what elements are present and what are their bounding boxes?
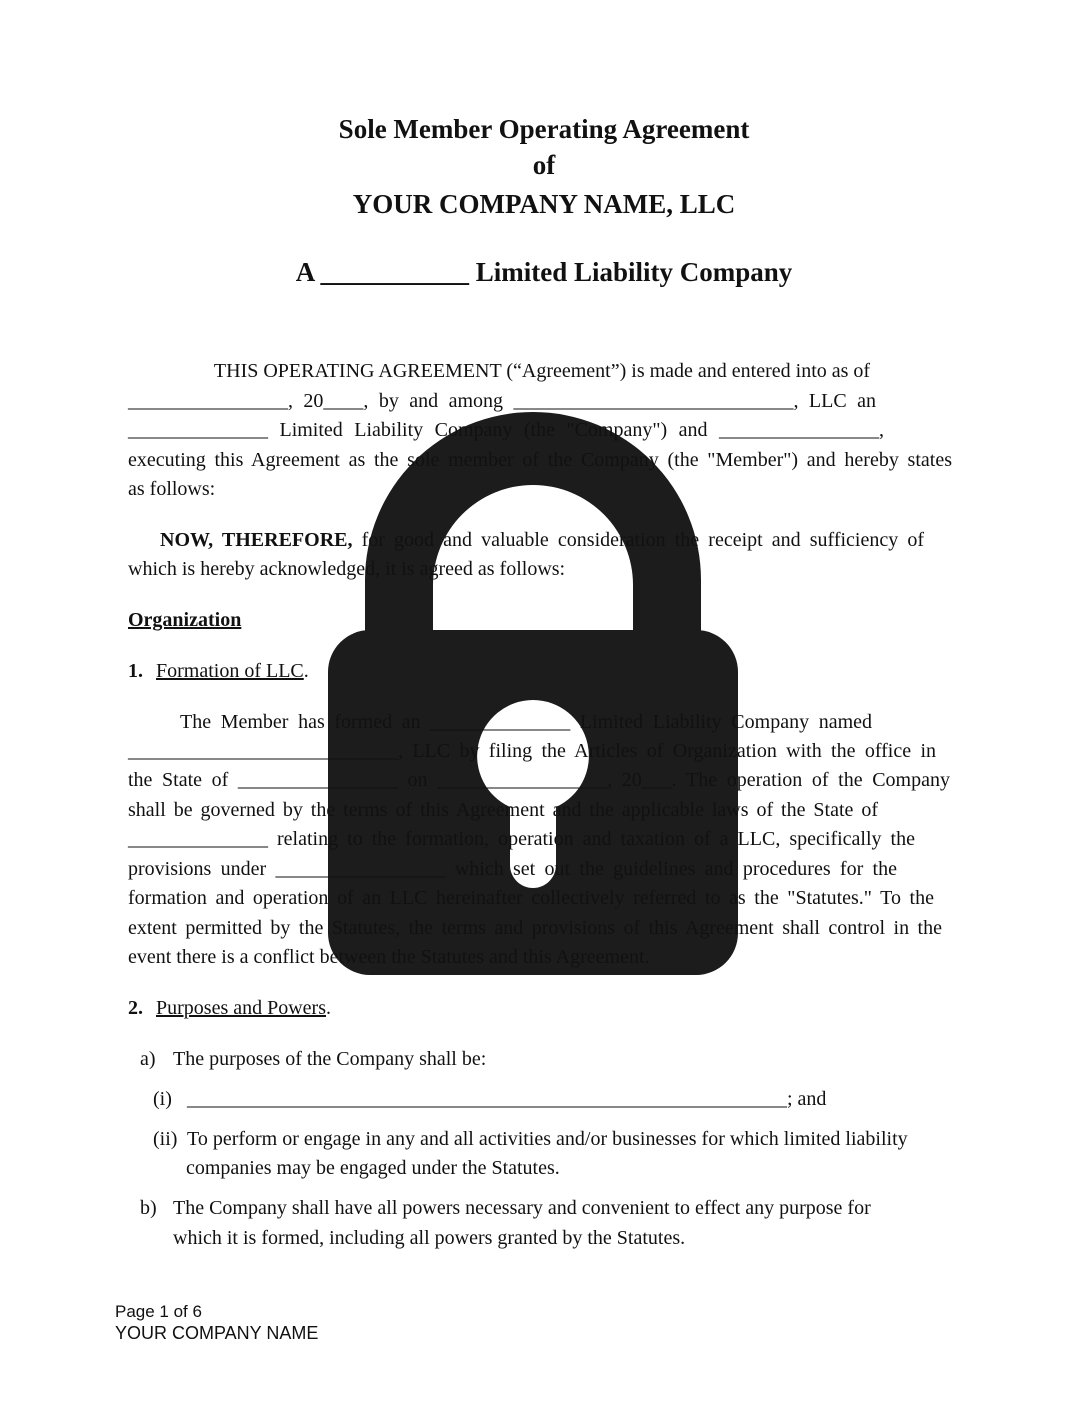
title-line-1: Sole Member Operating Agreement [338, 114, 750, 144]
formation-line: shall be governed by the terms of this Agreement and the applicable laws of the State of [128, 799, 878, 821]
item-2-heading [128, 996, 952, 1020]
list-label: b) [140, 1197, 157, 1219]
list-text: The purposes of the Company shall be: [173, 1048, 487, 1070]
item-number: 2. [128, 997, 143, 1019]
item-number: 1. [128, 660, 143, 682]
list-label: a) [140, 1048, 156, 1070]
item-punct: . [303, 660, 309, 682]
item-title: Formation of LLC [156, 660, 304, 682]
list-text: To perform or engage in any and all activities and/or businesses for which limited liability [187, 1128, 908, 1150]
footer-company-name: YOUR COMPANY NAME [115, 1323, 319, 1343]
title-line-2: of [532, 150, 556, 180]
page-number: Page 1 of 6 [115, 1302, 202, 1321]
list-text: ____________________________________________________________; and [187, 1088, 827, 1110]
intro-line: executing this Agreement as the sole member of the Company (the "Member") and hereby states [128, 449, 952, 471]
now-therefore-text: for good and valuable consideration the receipt and sufficiency of [352, 529, 924, 551]
item-1-heading [128, 659, 952, 683]
item-title: Purposes and Powers [156, 997, 326, 1019]
list-text: The Company shall have all powers necessary and convenient to effect any purpose for [173, 1197, 871, 1219]
formation-line: provisions under _________________ which set out the guidelines and procedures for the [128, 858, 897, 880]
formation-line: The Member has formed an ______________ Limited Liability Company named [180, 711, 872, 733]
formation-line: formation and operation of an LLC hereinafter collectively referred to as the "Statutes." To the [128, 887, 934, 909]
now-therefore-bold: NOW, THEREFORE, [160, 529, 353, 551]
section-heading-organization: Organization [128, 609, 242, 631]
now-therefore-line: which is hereby acknowledged, it is agreed as follows: [128, 558, 566, 580]
now-therefore-line [160, 528, 924, 552]
purpose-ii [153, 1127, 977, 1151]
purpose-i [153, 1087, 977, 1111]
item-punct: . [326, 997, 331, 1019]
purpose-a [140, 1047, 964, 1071]
intro-line: THIS OPERATING AGREEMENT (“Agreement”) is made and entered into as of [213, 360, 871, 382]
list-label: (i) [153, 1088, 172, 1110]
purpose-ii-cont: companies may be engaged under the Statutes. [186, 1157, 560, 1179]
company-name-heading: YOUR COMPANY NAME, LLC [352, 189, 736, 219]
formation-line: the State of ________________ on _________________, 20___. The operation of the Company [128, 769, 950, 791]
intro-line: ________________, 20____, by and among ____________________________, LLC an [128, 390, 876, 412]
intro-line: ______________ Limited Liability Company (the "Company") and ________________, [128, 419, 884, 441]
formation-line: event there is a conflict between the Statutes and this Agreement. [128, 946, 650, 968]
llc-type-heading: A ___________ Limited Liability Company [295, 257, 793, 287]
lock-shackle [365, 412, 701, 640]
purpose-b [140, 1196, 964, 1220]
formation-line: ______________ relating to the formation, operation and taxation of a LLC, specifically the [128, 828, 915, 850]
formation-line: extent permitted by the Statutes, the terms and provisions of this Agreement shall control in the [128, 917, 942, 939]
intro-line: as follows: [128, 478, 216, 500]
formation-line: ___________________________, LLC by filing the Articles of Organization with the office in [128, 740, 936, 762]
list-label: (ii) [153, 1128, 178, 1150]
purpose-b-cont: which it is formed, including all powers granted by the Statutes. [173, 1227, 686, 1249]
